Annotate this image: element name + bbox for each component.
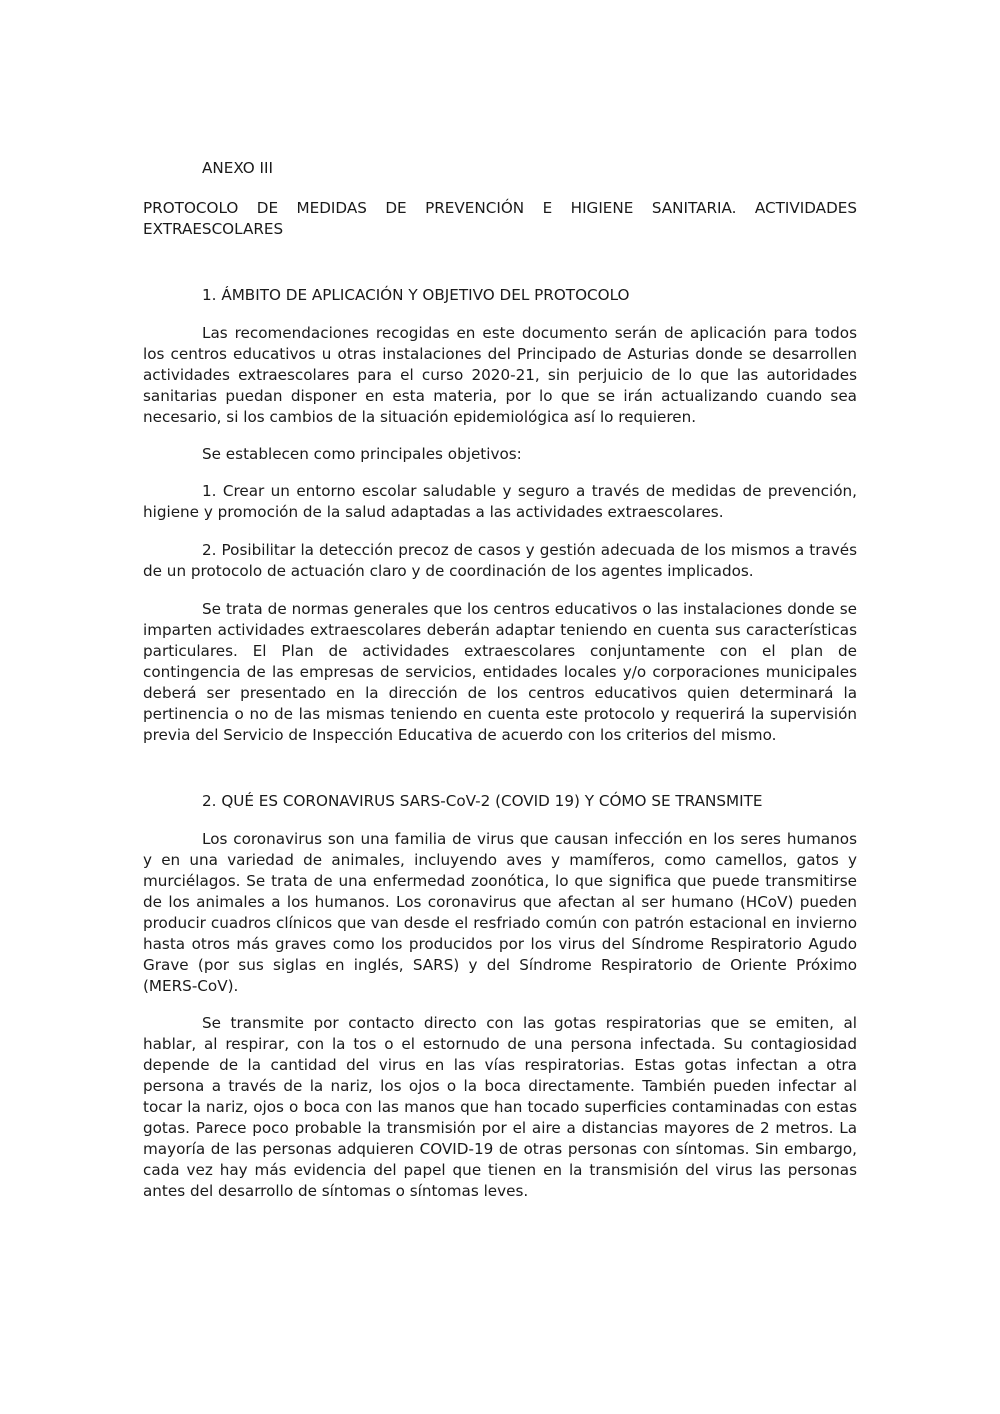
section-1-objective-1: 1. Crear un entorno escolar saludable y seguro a través de medidas de prevención, higiene y promoción de la salud adaptadas a las actividades extraescolares. <box>143 482 857 521</box>
section-1-paragraph-objectives-intro: Se establecen como principales objetivos: <box>202 445 522 463</box>
document-title: PROTOCOLO DE MEDIDAS DE PREVENCIÓN E HIGIENE SANITARIA. ACTIVIDADES EXTRAESCOLARES <box>143 199 857 238</box>
document-page <box>143 158 857 1202</box>
section-1-paragraph-norms: Se trata de normas generales que los centros educativos o las instalaciones donde se imparten actividades extraescolares deberán adaptar teniendo en cuenta sus características particulares. El Plan de actividades extraescolares conjuntamente con el plan de contingencia de las empresas de servicios, entidades locales y/o corporaciones municipales deberá ser presentado en la dirección de los centros educativos quien determinará la pertinencia o no de las mismas teniendo en cuenta este protocolo y requerirá la supervisión previa del Servicio de Inspección Educativa de acuerdo con los criterios del mismo. <box>143 600 857 744</box>
section-2-heading: 2. QUÉ ES CORONAVIRUS SARS-CoV-2 (COVID 19) Y CÓMO SE TRANSMITE <box>202 792 763 810</box>
section-2 <box>143 791 857 1202</box>
section-2-paragraph-transmission: Se transmite por contacto directo con las gotas respiratorias que se emiten, al hablar, al respirar, con la tos o el estornudo de una persona infectada. Su contagiosidad depende de la cantidad del virus en las vías respiratorias. Estas gotas infectan a otra persona a través de la nariz, los ojos o la boca directamente. También pueden infectar al tocar la nariz, ojos o boca con las manos que han tocado superficies contaminadas con estas gotas. Parece poco probable la transmisión por el aire a distancias mayores de 2 metros. La mayoría de las personas adquieren COVID-19 de otras personas con síntomas. Sin embargo, cada vez hay más evidencia del papel que tienen en la transmisión del virus las personas antes del desarrollo de síntomas o síntomas leves. <box>143 1014 857 1200</box>
section-1-objective-2: 2. Posibilitar la detección precoz de casos y gestión adecuada de los mismos a través de un protocolo de actuación claro y de coordinación de los agentes implicados. <box>143 541 857 580</box>
section-1 <box>143 285 857 746</box>
section-1-paragraph-scope: Las recomendaciones recogidas en este documento serán de aplicación para todos los centros educativos u otras instalaciones del Principado de Asturias donde se desarrollen actividades extraescolares para el curso 2020-21, sin perjuicio de lo que las autoridades sanitarias puedan disponer en esta materia, por lo que se irán actualizando cuando sea necesario, si los cambios de la situación epidemiológica así lo requieren. <box>143 324 857 426</box>
section-1-heading: 1. ÁMBITO DE APLICACIÓN Y OBJETIVO DEL PROTOCOLO <box>202 286 630 304</box>
section-2-paragraph-coronavirus: Los coronavirus son una familia de virus que causan infección en los seres humanos y en una variedad de animales, incluyendo aves y mamíferos, como camellos, gatos y murciélagos. Se trata de una enfermedad zoonótica, lo que significa que puede transmitirse de los animales a los humanos. Los coronavirus que afectan al ser humano (HCoV) pueden producir cuadros clínicos que van desde el resfriado común con patrón estacional en invierno hasta otros más graves como los producidos por los virus del Síndrome Respiratorio Agudo Grave (por sus siglas en inglés, SARS) y del Síndrome Respiratorio de Oriente Próximo (MERS-CoV). <box>143 830 857 995</box>
annex-label: ANEXO III <box>202 159 273 177</box>
